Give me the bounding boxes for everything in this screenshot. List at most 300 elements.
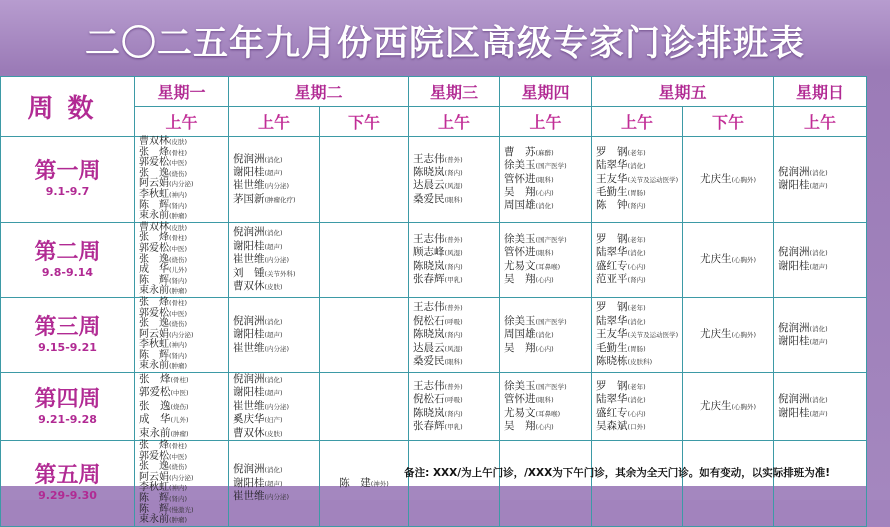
doctor-entry: 崔世维(内分泌) [233, 490, 290, 503]
doctor-name: 郭爱松 [139, 386, 171, 399]
doctor-entry: 倪润洲(消化) [233, 152, 283, 165]
doctor-name: 郭爱松 [139, 157, 169, 169]
doctor-entry: 谢阳桂(超声) [233, 165, 283, 178]
doctor-entry: 曹双休(皮肤) [233, 279, 283, 292]
doctor-entry: 范亚平(肾内) [596, 273, 646, 286]
doctor-entry: 谢阳桂(超声) [233, 328, 283, 341]
doctor-entry: 倪润洲(消化) [778, 393, 828, 406]
doctor-name: 倪润洲 [778, 393, 810, 406]
doctor-entry: 崔世维(内分泌) [233, 341, 290, 354]
slot-header: 上午 [409, 107, 500, 137]
doctor-entry: 达晨云(风湿) [413, 341, 463, 354]
doctor-name: 崔世维 [233, 179, 265, 192]
doctor-entry: 束永前(肿瘤) [139, 285, 188, 297]
doctor-name: 束永前 [139, 514, 169, 526]
doctor-entry: 李秋虹(神内) [139, 482, 188, 494]
doctor-department: 神外 [373, 479, 387, 488]
doctor-entry: 陈晓栋(皮肤科) [596, 355, 653, 368]
week-name: 第五周 [34, 463, 101, 489]
doctor-entry: 奚庆华(妇产) [233, 413, 283, 426]
slot-cell-fri-am [592, 297, 683, 372]
doctor-department: 慢激光 [171, 505, 192, 514]
doctor-name: 达晨云 [413, 179, 445, 192]
doctor-name: 倪润洲 [233, 152, 265, 165]
doctor-name: 束永前 [139, 426, 171, 439]
doctor-entry: 尤易文(耳鼻喉) [504, 259, 561, 272]
doctor-name: 李秋虹 [139, 482, 169, 494]
slot-cell-tue-pm [320, 297, 409, 372]
doctor-department: 中医 [171, 159, 185, 168]
day-header-row [1, 77, 867, 107]
doctor-entry: 徐美玉(国产医学) [504, 233, 567, 246]
doctor-department: 儿外 [171, 266, 185, 275]
week-row [1, 137, 867, 223]
week-date-range: 9.15-9.21 [38, 340, 97, 354]
doctor-department: 中医 [171, 452, 185, 461]
doctor-name: 奚庆华 [233, 413, 265, 426]
doctor-entry: 倪润洲(消化) [233, 373, 283, 386]
doctor-entry: 陈 辉(肾内) [139, 199, 188, 211]
doctor-name: 束永前 [139, 210, 169, 222]
slot-cell-tue-pm [320, 137, 409, 223]
doctor-name: 郭爱松 [139, 307, 169, 319]
doctor-entry: 李秋虹(神内) [139, 188, 188, 200]
doctor-name: 陈 辉 [139, 503, 169, 515]
doctor-entry: 陈 辉(肾内) [139, 493, 188, 505]
doctor-department: 骨柱 [171, 148, 185, 157]
doctor-department: 消化 [630, 162, 644, 171]
week-label-cell [1, 222, 135, 297]
doctor-name: 成 华 [139, 264, 169, 276]
doctor-name: 张 烽 [139, 146, 169, 158]
doctor-department: 心内 [538, 344, 552, 353]
doctor-name: 周国雄 [504, 328, 536, 341]
doctor-name: 谢阳桂 [233, 328, 265, 341]
doctor-name: 谢阳桂 [778, 334, 810, 347]
week-label-cell [1, 373, 135, 441]
doctor-name: 张 烽 [139, 296, 169, 308]
day-header-thu: 星期四 [500, 77, 592, 107]
doctor-name: 陈 辉 [139, 493, 169, 505]
doctor-department: 麻醉 [538, 148, 552, 157]
doctor-entry: 陈 辉(慢激光) [139, 503, 194, 515]
slot-cell-tue-am [229, 297, 320, 372]
doctor-name: 王友华 [596, 172, 628, 185]
day-header-fri: 星期五 [592, 77, 774, 107]
doctor-name: 陆翠华 [596, 246, 628, 259]
doctor-entry: 吴 翔(心内) [504, 419, 554, 432]
slot-cell-fri-am [592, 137, 683, 223]
doctor-department: 眼科 [538, 175, 552, 184]
slot-cell-mon-am [135, 222, 229, 297]
doctor-department: 肿瘤 [171, 362, 185, 371]
doctor-name: 谢阳桂 [778, 179, 810, 192]
doctor-department: 内分泌 [171, 180, 192, 189]
slot-cell-mon-am [135, 373, 229, 441]
doctor-name: 阿云娟 [139, 328, 169, 340]
slot-cell-wed-am [409, 297, 500, 372]
doctor-entry: 吴 翔(心内) [504, 273, 554, 286]
doctor-name: 王志伟 [413, 301, 445, 314]
doctor-entry: 谢阳桂(超声) [778, 406, 828, 419]
doctor-department: 超声 [812, 337, 826, 346]
schedule-sheet [0, 76, 866, 526]
doctor-entry: 徐美玉(国产医学) [504, 379, 567, 392]
doctor-entry: 谢阳桂(超声) [233, 476, 283, 489]
doctor-department: 呼吸 [447, 396, 461, 405]
doctor-department: 内分泌 [267, 256, 287, 265]
doctor-entry: 倪润洲(消化) [233, 463, 283, 476]
doctor-department: 消化 [267, 155, 281, 164]
doctor-entry: 曹双林(皮肤) [139, 221, 188, 233]
doctor-department: 烧伤 [171, 169, 185, 178]
doctor-name: 曹双休 [233, 279, 265, 292]
doctor-name: 谢阳桂 [778, 259, 810, 272]
week-label-cell [1, 137, 135, 223]
doctor-entry: 徐美玉(国产医学) [504, 314, 567, 327]
doctor-name: 谢阳桂 [233, 386, 265, 399]
doctor-entry: 周国雄(消化) [504, 328, 554, 341]
doctor-entry: 曹双林(皮肤) [139, 136, 188, 147]
doctor-department: 神内 [171, 484, 185, 493]
doctor-department: 骨柱 [171, 234, 185, 243]
doctor-entry: 阿云娟(内分泌) [139, 471, 194, 483]
doctor-entry: 茅国新(肿瘤化疗) [233, 192, 296, 205]
doctor-department: 国产医学 [538, 236, 565, 245]
doctor-name: 陈 建 [339, 476, 371, 489]
doctor-department: 肿瘤 [171, 212, 185, 221]
doctor-entry: 成 华(儿外) [139, 413, 189, 426]
doctor-name: 张 烽 [139, 373, 171, 386]
doctor-name: 尤庆生 [699, 399, 732, 412]
doctor-name: 倪润洲 [233, 463, 265, 476]
doctor-department: 超声 [812, 409, 826, 418]
doctor-entry: 谢阳桂(超声) [233, 386, 283, 399]
page-title: 二〇二五年九月份西院区高级专家门诊排班表 [84, 24, 805, 64]
week-date-range: 9.29-9.30 [38, 489, 97, 503]
doctor-entry: 谢阳桂(超声) [778, 179, 828, 192]
doctor-name: 曹双林 [139, 136, 169, 147]
doctor-entry: 张 逸(烧伤) [139, 318, 188, 330]
slot-header: 上午 [592, 107, 683, 137]
doctor-department: 消化 [812, 168, 826, 177]
doctor-entry: 达晨云(风湿) [413, 179, 463, 192]
slot-cell-fri-pm [683, 222, 774, 297]
week-name: 第二周 [34, 239, 101, 265]
doctor-entry: 李秋虹(神内) [139, 339, 188, 351]
day-header-sun: 星期日 [774, 77, 867, 107]
doctor-entry: 倪润洲(消化) [233, 226, 283, 239]
doctor-entry: 陈 钟(肾内) [596, 199, 646, 212]
doctor-name: 管怀进 [504, 246, 536, 259]
doctor-entry: 吴 翔(心内) [504, 186, 554, 199]
doctor-name: 陆翠华 [596, 393, 628, 406]
doctor-name: 尤易文 [504, 406, 536, 419]
doctor-department: 胃肠 [630, 189, 644, 198]
doctor-department: 老年 [630, 304, 644, 313]
slot-header: 上午 [135, 107, 229, 137]
doctor-department: 关节及运动医学 [630, 175, 676, 184]
doctor-department: 心胸外 [734, 331, 754, 340]
week-name: 第三周 [34, 314, 101, 340]
doctor-department: 甲乳 [447, 422, 461, 431]
doctor-entry: 尤易文(耳鼻喉) [504, 406, 561, 419]
doctor-department: 普外 [447, 304, 461, 313]
doctor-name: 王志伟 [413, 152, 445, 165]
doctor-entry: 束永前(肿瘤) [139, 426, 189, 439]
slot-cell-sun-am [774, 297, 867, 372]
doctor-name: 谢阳桂 [233, 476, 265, 489]
slot-header: 下午 [320, 107, 409, 137]
doctor-department: 眼科 [447, 358, 461, 367]
doctor-name: 罗 钢 [596, 145, 628, 158]
doctor-entry: 崔世维(内分泌) [233, 179, 290, 192]
doctor-name: 束永前 [139, 285, 169, 297]
doctor-entry: 张 烽(骨柱) [139, 232, 188, 244]
doctor-entry: 周国雄(消化) [504, 199, 554, 212]
doctor-name: 崔世维 [233, 253, 265, 266]
week-date-range: 9.21-9.28 [38, 412, 97, 426]
week-row [1, 222, 867, 297]
week-name: 第四周 [34, 386, 101, 412]
slot-cell-sun-am [774, 137, 867, 223]
doctor-name: 吴森斌 [596, 419, 628, 432]
doctor-department: 风湿 [447, 182, 461, 191]
doctor-name: 张春辉 [413, 273, 445, 286]
doctor-entry: 谢阳桂(超声) [778, 259, 828, 272]
doctor-name: 毛勤生 [596, 341, 628, 354]
doctor-department: 老年 [630, 236, 644, 245]
doctor-name: 周国雄 [504, 199, 536, 212]
doctor-entry: 尤庆生(心胸外) [699, 328, 757, 341]
doctor-department: 消化 [538, 202, 552, 211]
doctor-department: 烧伤 [173, 402, 187, 411]
doctor-department: 皮肤 [267, 429, 281, 438]
doctor-department: 神内 [171, 341, 185, 350]
doctor-entry: 顾志峰(风湿) [413, 246, 463, 259]
doctor-department: 国产医学 [538, 382, 565, 391]
slot-header: 上午 [229, 107, 320, 137]
slot-cell-fri-pm [683, 297, 774, 372]
doctor-department: 肾内 [630, 202, 644, 211]
slot-cell-tue-pm [320, 373, 409, 441]
doctor-entry: 陆翠华(消化) [596, 159, 646, 172]
doctor-entry: 陈晓岚(肾内) [413, 406, 463, 419]
doctor-department: 肾内 [630, 276, 644, 285]
doctor-entry: 桑爱民(眼科) [413, 192, 463, 205]
doctor-name: 郭爱松 [139, 242, 169, 254]
slot-cell-sun-am [774, 222, 867, 297]
doctor-name: 桑爱民 [413, 355, 445, 368]
doctor-name: 曹双休 [233, 426, 265, 439]
doctor-entry: 张 烽(骨柱) [139, 146, 188, 158]
doctor-department: 心胸外 [734, 402, 754, 411]
doctor-name: 吴 翔 [504, 341, 536, 354]
doctor-name: 尤庆生 [699, 172, 732, 185]
doctor-name: 曹 苏 [504, 145, 536, 158]
doctor-department: 心内 [538, 276, 552, 285]
doctor-name: 倪润洲 [233, 373, 265, 386]
doctor-name: 谢阳桂 [778, 406, 810, 419]
doctor-department: 国产医学 [538, 162, 565, 171]
doctor-name: 吴 翔 [504, 186, 536, 199]
slot-cell-fri-pm [683, 373, 774, 441]
footnote: 备注: XXX/为上午门诊，/XXX为下午门诊，其余为全天门诊。如有变动，以实际排班为准! [404, 467, 830, 479]
week-name: 第一周 [34, 159, 101, 185]
doctor-name: 阿云娟 [139, 178, 169, 190]
doctor-entry: 管怀进(眼科) [504, 393, 554, 406]
doctor-entry: 张 逸(烧伤) [139, 253, 188, 265]
doctor-entry: 罗 钢(老年) [596, 233, 646, 246]
doctor-department: 风湿 [447, 249, 461, 258]
doctor-department: 消化 [812, 324, 826, 333]
doctor-department: 超声 [267, 242, 281, 251]
doctor-entry: 倪润洲(消化) [233, 314, 283, 327]
doctor-name: 张 逸 [139, 167, 169, 179]
doctor-department: 关节外科 [267, 269, 294, 278]
doctor-name: 徐美玉 [504, 314, 536, 327]
doctor-department: 消化 [538, 331, 552, 340]
slot-cell-mon-am [135, 137, 229, 223]
doctor-entry: 尤庆生(心胸外) [699, 253, 757, 266]
doctor-name: 徐美玉 [504, 233, 536, 246]
doctor-name: 张 烽 [139, 440, 169, 452]
doctor-entry: 徐美玉(国产医学) [504, 159, 567, 172]
doctor-name: 陈 钟 [596, 199, 628, 212]
doctor-entry: 罗 钢(老年) [596, 301, 646, 314]
doctor-name: 吴 翔 [504, 273, 536, 286]
doctor-name: 罗 钢 [596, 301, 628, 314]
doctor-department: 消化 [267, 317, 281, 326]
doctor-name: 尤庆生 [699, 328, 732, 341]
doctor-department: 消化 [267, 376, 281, 385]
doctor-entry: 倪润洲(消化) [778, 165, 828, 178]
doctor-name: 茅国新 [233, 192, 265, 205]
doctor-entry: 陆翠华(消化) [596, 393, 646, 406]
doctor-name: 王志伟 [413, 233, 445, 246]
doctor-department: 肿瘤 [173, 429, 187, 438]
doctor-department: 烧伤 [171, 463, 185, 472]
doctor-name: 吴 翔 [504, 419, 536, 432]
doctor-entry: 束永前(肿瘤) [139, 210, 188, 222]
doctor-department: 肾内 [447, 331, 461, 340]
doctor-entry: 王志伟(普外) [413, 152, 463, 165]
doctor-name: 罗 钢 [596, 379, 628, 392]
doctor-department: 肾内 [171, 276, 185, 285]
doctor-entry: 束永前(肿瘤) [139, 514, 188, 526]
doctor-entry: 陆翠华(消化) [596, 314, 646, 327]
doctor-name: 刘 锺 [233, 266, 265, 279]
doctor-department: 妇产 [267, 416, 281, 425]
doctor-name: 陈晓栋 [596, 355, 628, 368]
doctor-department: 消化 [267, 466, 281, 475]
doctor-department: 内分泌 [267, 344, 287, 353]
doctor-department: 超声 [267, 168, 281, 177]
doctor-entry: 张 烽(骨柱) [139, 296, 188, 308]
doctor-entry: 郭爱松(中医) [139, 242, 188, 254]
doctor-entry: 陈 辉(肾内) [139, 349, 188, 361]
week-date-range: 9.8-9.14 [41, 265, 94, 279]
doctor-department: 肾内 [447, 168, 461, 177]
doctor-name: 倪润洲 [778, 321, 810, 334]
doctor-department: 内分泌 [171, 473, 192, 482]
doctor-entry: 陈 辉(肾内) [139, 274, 188, 286]
doctor-department: 眼科 [538, 249, 552, 258]
doctor-department: 关节及运动医学 [630, 331, 676, 340]
doctor-entry: 毛勤生(胃肠) [596, 186, 646, 199]
doctor-entry: 郭爱松(中医) [139, 386, 189, 399]
doctor-entry: 张 烽(骨柱) [139, 440, 188, 452]
week-label-cell [1, 297, 135, 372]
doctor-department: 风湿 [447, 344, 461, 353]
day-header-tue: 星期二 [229, 77, 409, 107]
week-header: 周数 [1, 77, 135, 137]
week-date-range: 9.1-9.7 [45, 185, 90, 199]
doctor-department: 骨柱 [171, 298, 185, 307]
doctor-entry: 谢阳桂(超声) [778, 334, 828, 347]
doctor-name: 管怀进 [504, 393, 536, 406]
doctor-department: 心内 [630, 409, 644, 418]
doctor-department: 心内 [630, 262, 644, 271]
doctor-entry: 王志伟(普外) [413, 233, 463, 246]
doctor-name: 崔世维 [233, 490, 265, 503]
doctor-entry: 束永前(肿瘤) [139, 360, 188, 372]
slot-cell-tue-pm [320, 222, 409, 297]
doctor-department: 消化 [630, 317, 644, 326]
doctor-entry: 倪松石(呼吸) [413, 314, 463, 327]
doctor-department: 骨柱 [171, 442, 185, 451]
doctor-entry: 阿云娟(内分泌) [139, 178, 194, 190]
doctor-entry: 崔世维(内分泌) [233, 253, 290, 266]
doctor-department: 普外 [447, 155, 461, 164]
doctor-name: 范亚平 [596, 273, 628, 286]
doctor-name: 顾志峰 [413, 246, 445, 259]
doctor-entry: 陈晓岚(肾内) [413, 165, 463, 178]
doctor-name: 陈晓岚 [413, 328, 445, 341]
doctor-department: 超声 [267, 331, 281, 340]
doctor-entry: 管怀进(眼科) [504, 246, 554, 259]
doctor-entry: 曹 苏(麻醉) [504, 145, 554, 158]
slot-cell-thu-am [500, 222, 592, 297]
slot-header: 上午 [774, 107, 867, 137]
day-header-mon: 星期一 [135, 77, 229, 107]
doctor-name: 陆翠华 [596, 314, 628, 327]
doctor-name: 盛红专 [596, 406, 628, 419]
doctor-name: 张 逸 [139, 461, 169, 473]
doctor-department: 消化 [812, 396, 826, 405]
slot-cell-tue-am [229, 137, 320, 223]
doctor-entry: 桑爱民(眼科) [413, 355, 463, 368]
doctor-department: 中医 [171, 244, 185, 253]
doctor-name: 倪润洲 [778, 165, 810, 178]
slot-cell-mon-am [135, 297, 229, 372]
doctor-department: 皮肤 [267, 282, 281, 291]
doctor-name: 曹双林 [139, 221, 169, 233]
doctor-department: 肿瘤 [171, 287, 185, 296]
doctor-entry: 倪润洲(消化) [778, 321, 828, 334]
doctor-entry: 陆翠华(消化) [596, 246, 646, 259]
doctor-name: 成 华 [139, 413, 171, 426]
doctor-name: 罗 钢 [596, 233, 628, 246]
doctor-department: 内分泌 [267, 493, 287, 502]
doctor-department: 内分泌 [267, 182, 287, 191]
doctor-name: 倪松石 [413, 393, 445, 406]
doctor-name: 李秋虹 [139, 188, 169, 200]
doctor-entry: 陈晓岚(肾内) [413, 328, 463, 341]
doctor-entry: 尤庆生(心胸外) [699, 172, 757, 185]
doctor-name: 倪润洲 [233, 314, 265, 327]
day-header-wed: 星期三 [409, 77, 500, 107]
